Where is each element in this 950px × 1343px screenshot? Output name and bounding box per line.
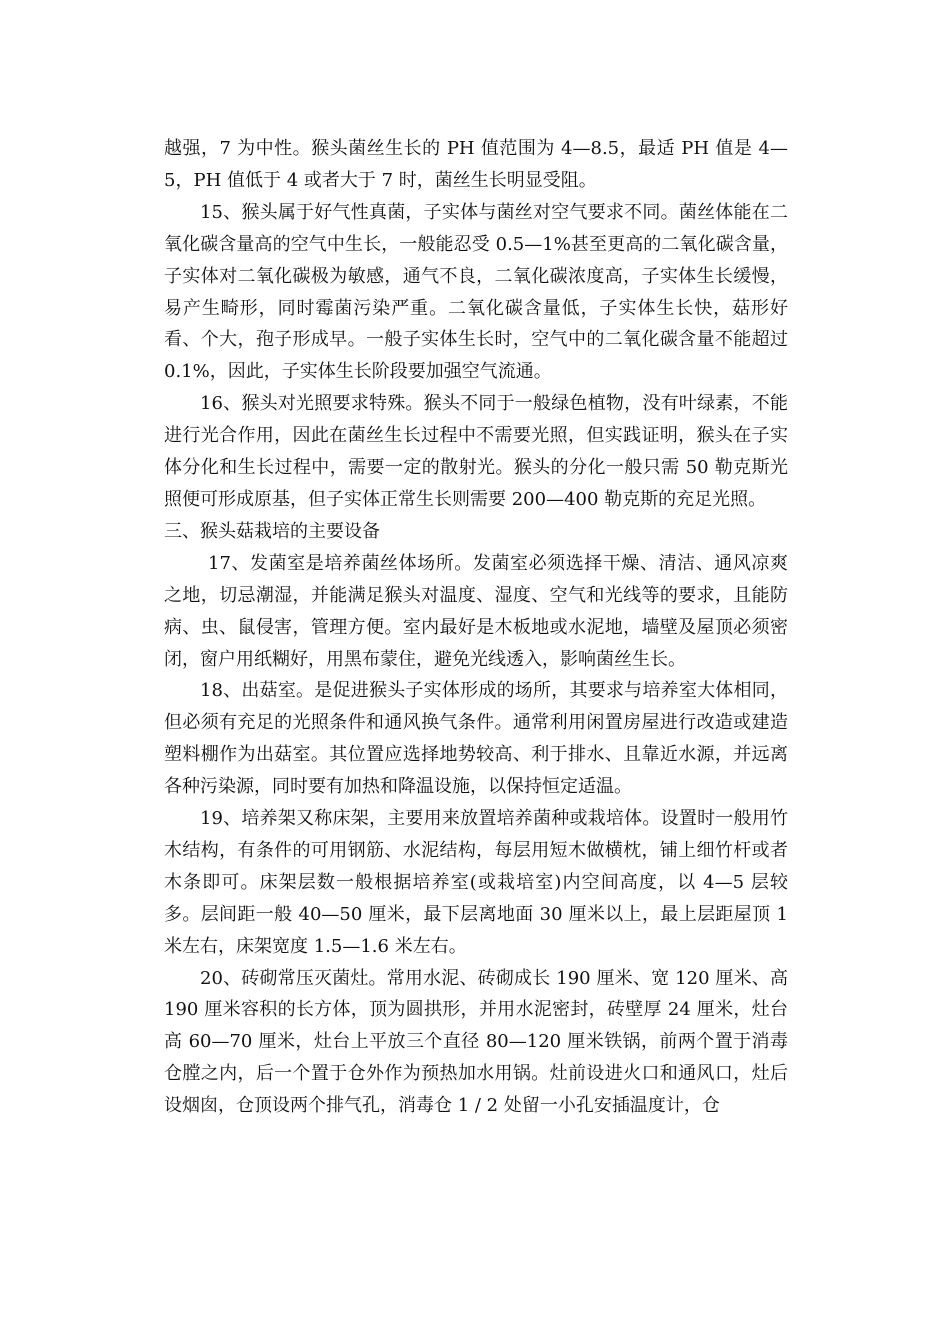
paragraph-18-fruiting-room: 18、出菇室。是促进猴头子实体形成的场所，其要求与培养室大体相同，但必须有充足的光照条件和通风换气条件。通常利用闲置房屋进行改造或建造塑料棚作为出菇室。其位置应选择地势较高、利于排水、且靠近水源，并远离各种污染源，同时要有加热和降温设施，以保持恒定适温。 — [164, 680, 788, 798]
paragraph-15-air: 15、猴头属于好气性真菌，子实体与菌丝对空气要求不同。菌丝体能在二氧化碳含量高的空气中生长，一般能忍受 0.5—1%甚至更高的二氧化碳含量，子实体对二氧化碳极为敏感，通气不良，二氧化碳浓度高，子实体生长缓慢，易产生畸形，同时霉菌污染严重。二氧化碳含量低，子实体生长快，菇形好看、个大，孢子形成早。一般子实体生长时，空气中的二氧化碳含量不能超过 0.1%，因此，子实体生长阶段要加强空气流通。 — [164, 201, 788, 383]
paragraph-17-spawn-room: 17、发菌室是培养菌丝体场所。发菌室必须选择干燥、清洁、通风凉爽之地，切忌潮湿，并能满足猴头对温度、湿度、空气和光线等的要求，且能防病、虫、鼠侵害，管理方便。室内最好是木板地或水泥地，墙壁及屋顶必须密闭，窗户用纸糊好，用黑布蒙住，避免光线透入，影响菌丝生长。 — [164, 552, 788, 670]
document-body — [164, 133, 788, 1122]
paragraph-ph-continuation: 越强，7 为中性。猴头菌丝生长的 PH 值范围为 4—8.5，最适 PH 值是 4—5，PH 值低于 4 或者大于 7 时，菌丝生长明显受阻。 — [164, 138, 788, 191]
paragraph-20-sterilizer: 20、砖砌常压灭菌灶。常用水泥、砖砌成长 190 厘米、宽 120 厘米、高 190 厘米容积的长方体，顶为圆拱形，并用水泥密封，砖壁厚 24 厘米，灶台高 60—70 厘米，灶台上平放三个直径 80—120 厘米铁锅，前两个置于消毒仓膛之内，后一个置于仓外作为预热加水用锅。灶前设进火口和通风口，灶后设烟囱，仓顶设两个排气孔，消毒仓 1 / 2 处留一小孔安插温度计，仓 — [164, 967, 788, 1117]
section-heading-equipment: 三、猴头菇栽培的主要设备 — [164, 520, 380, 542]
paragraph-16-light: 16、猴头对光照要求特殊。猴头不同于一般绿色植物，没有叶绿素，不能进行光合作用，因此在菌丝生长过程中不需要光照，但实践证明，猴头在子实体分化和生长过程中，需要一定的散射光。猴头的分化一般只需 50 勒克斯光照便可形成原基，但子实体正常生长则需要 200—400 勒克斯的充足光照。 — [164, 393, 788, 510]
paragraph-19-shelves: 19、培养架又称床架，主要用来放置培养菌种或栽培体。设置时一般用竹木结构，有条件的可用钢筋、水泥结构，每层用短木做横枕，铺上细竹杆或者木条即可。床架层数一般根据培养室(或栽培室)内空间高度，以 4—5 层较多。层间距一般 40—50 厘米，最下层离地面 30 厘米以上，最上层距屋顶 1 米左右，床架宽度 1.5—1.6 米左右。 — [164, 808, 788, 957]
